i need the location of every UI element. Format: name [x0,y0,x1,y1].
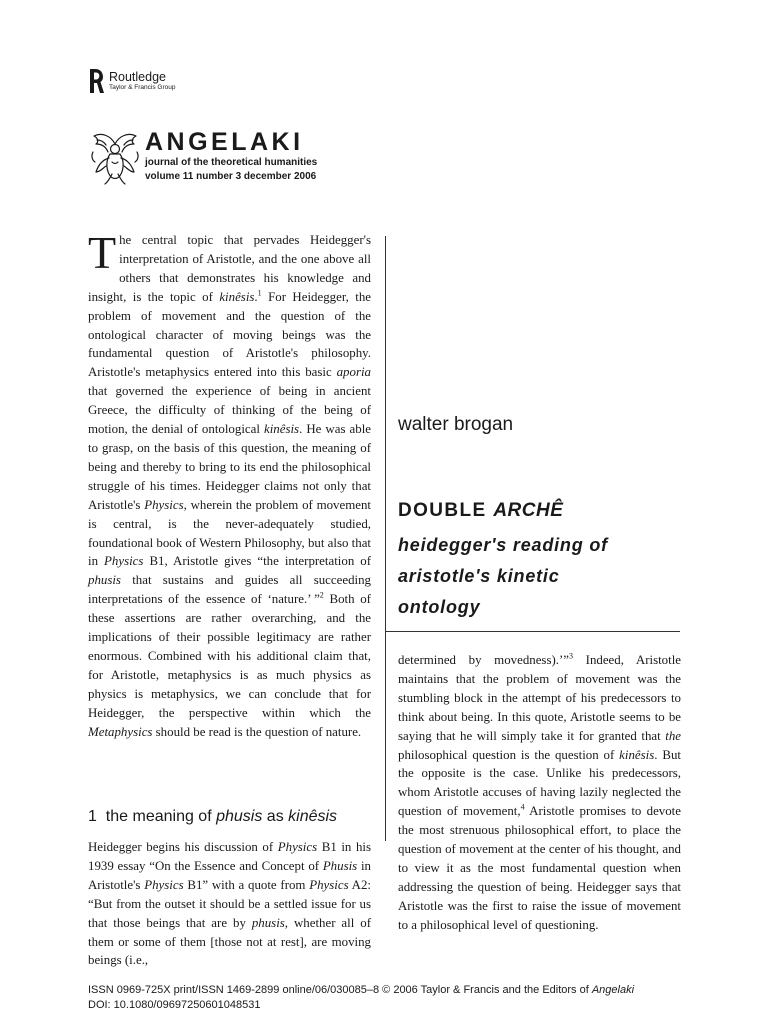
left-column [88,227,372,741]
section-heading: 1 the meaning of phusis as kinêsis [88,808,338,825]
article-subtitle: heidegger's reading of aristotle's kinetic ontology [398,535,608,617]
continued-paragraph: determined by movedness).’”$^3$ Indeed, Aristotle maintains that the problem of movement was the stumbling block in the attempt of his predecessors to think about being. In this quote, Aristotle seems to be saying that he will simply take it for granted that the philosophical question is the question of kinêsis. But the opposite is the case. Unlike his predecessors, whom Aristotle accuses of having lazily neglected the question of movement,$^4$ Aristotle promises to devote the most strenuous philosophical effort, to place the question of movement at the center of his thought, and to view it as the most fundamental question when addressing the question of being. Heidegger says that Aristotle was the first to raise the issue of movement to a philosophical level of questioning. [398,651,681,932]
doi-line[interactable]: DOI: 10.1080/09697250601048531 [88,999,261,1011]
left-column-lower [88,838,371,970]
routledge-logo-icon [88,68,104,94]
footnote-ref[interactable]: 4 [520,802,525,812]
title-rule [385,631,680,632]
footnote-ref[interactable]: 1 [257,288,262,298]
section-paragraph: Heidegger begins his discussion of Physics B1 in his 1939 essay “On the Essence and Concept of Phusis in Aristotle's Physics B1” with a quote from Physics A2: “But from the outset it should be a settled issue for us that those beings that are by phusis, whether all of them or some of them [those not at rest], are moving beings (i.e., [88,840,371,968]
article-title: DOUBLE ARCHÊ [398,500,564,521]
page-footer [88,983,634,1013]
right-column [398,651,681,935]
angel-emblem-icon [88,128,142,186]
author-name: walter brogan [398,414,514,435]
publisher-name: Routledge [109,70,166,84]
opening-paragraph: The central topic that pervades Heidegger's interpretation of Aristotle, and the one above all others that demonstrates his knowledge and insight, is the topic of kinêsis.$^1$ For Heidegger, the problem of movement and the question of the ontological character of moving beings was the fundamental question of Aristotle's philosophy. Aristotle's metaphysics entered into this basic aporia that governed the experience of being in ancient Greece, the difficulty of thinking of the being of motion, the denial of ontological kinêsis. He was able to grasp, on the basis of this question, the meaning of being and thereby to bring to its end the philosophical struggle of his times. Heidegger claims not only that Aristotle's Physics, wherein the problem of movement is central, is the never-adequately studied, foundational book of Western Philosophy, but also that in Physics B1, Aristotle gives “the interpretation of phusis that sustains and guides all succeeding interpretations of the essence of ‘nature.’ ”$^2$ Both of these assertions are rather overarching, and the implications of their possible legitimacy are rather enormous. Combined with his additional claim that, for Aristotle, metaphysics is as much physics as physics is metaphysics, we can conclude that for Heidegger, the perspective within which the Metaphysics should be read is the question of nature. [88,227,372,739]
footnote-ref[interactable]: 3 [569,651,573,661]
journal-subtitle: journal of the theoretical humanities [145,157,318,168]
issn-line: ISSN 0969-725X print/ISSN 1469-2899 online/06/030085–8 © 2006 Taylor & Francis and the Editors of Angelaki [88,984,635,996]
footnote-ref[interactable]: 2 [319,590,324,600]
column-divider [385,236,386,841]
journal-name: ANGELAKI [145,128,304,156]
publisher-group: Taylor & Francis Group [109,84,176,91]
drop-cap: T [88,227,117,278]
journal-issue: volume 11 number 3 december 2006 [145,171,317,182]
